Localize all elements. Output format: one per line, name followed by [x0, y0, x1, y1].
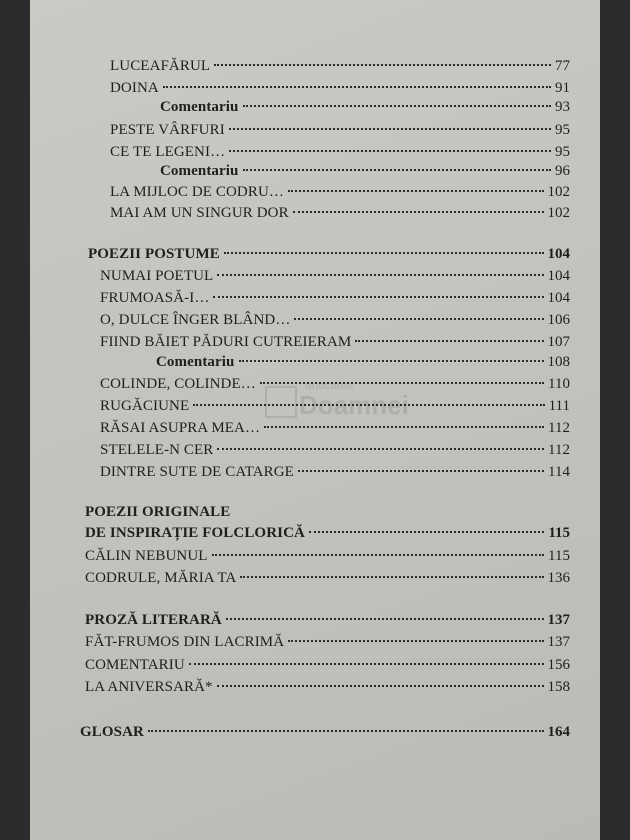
toc-entry-page: 110 — [548, 376, 570, 392]
toc-entry-page: 104 — [547, 290, 570, 306]
toc-entry-page: 102 — [547, 205, 570, 221]
toc-entry — [110, 78, 570, 98]
toc-entry-page: 137 — [547, 634, 570, 650]
toc-entry-page: 164 — [547, 724, 570, 740]
toc-entry — [100, 396, 570, 416]
toc-entry-title: PESTE VÂRFURI — [110, 122, 225, 138]
toc-leader-dots — [264, 426, 544, 428]
toc-entry — [100, 440, 570, 460]
toc-entry — [85, 677, 570, 697]
toc-entry — [100, 332, 570, 352]
toc-entry-page: 104 — [547, 246, 570, 262]
toc-entry-page: 112 — [548, 442, 570, 458]
toc-entry — [85, 655, 570, 675]
toc-leader-dots — [239, 360, 544, 362]
toc-entry — [85, 546, 570, 566]
toc-section-heading — [85, 523, 570, 543]
toc-entry-page: 115 — [548, 525, 570, 541]
watermark-line2: Doamnei — [299, 390, 409, 420]
toc-entry — [100, 462, 570, 482]
toc-entry — [100, 266, 570, 286]
toc-leader-dots — [229, 128, 551, 130]
toc-section-heading — [85, 610, 570, 630]
toc-entry-page: 112 — [548, 420, 570, 436]
toc-leader-dots — [213, 296, 543, 298]
toc-leader-dots — [309, 531, 544, 533]
toc-entry-page: 102 — [547, 184, 570, 200]
toc-entry-title: POEZII ORIGINALE — [85, 504, 231, 520]
toc-entry-title: LA ANIVERSARĂ* — [85, 679, 213, 695]
toc-entry-page: 156 — [547, 657, 570, 673]
toc-entry-page: 91 — [555, 80, 570, 96]
toc-entry-title: PROZĂ LITERARĂ — [85, 612, 222, 628]
toc-leader-dots — [212, 554, 545, 556]
toc-leader-dots — [217, 448, 544, 450]
toc-entry-title: LUCEAFĂRUL — [110, 58, 211, 74]
toc-entry-title: CE TE LEGENI… — [110, 144, 226, 160]
toc-leader-dots — [217, 274, 543, 276]
toc-entry-title: DINTRE SUTE DE CATARGE — [100, 464, 294, 480]
toc-entry-page: 111 — [548, 398, 570, 414]
toc-entry-page: 136 — [547, 570, 570, 586]
toc-leader-dots — [243, 169, 552, 171]
toc-entry-title: NUMAI POETUL — [100, 268, 214, 284]
toc-leader-dots — [229, 150, 551, 152]
toc-entry — [160, 161, 570, 181]
toc-leader-dots — [240, 576, 543, 578]
toc-entry-title: Comentariu — [160, 99, 239, 115]
toc-entry-title: FĂT-FRUMOS DIN LACRIMĂ — [85, 634, 285, 650]
toc-leader-dots — [260, 382, 544, 384]
toc-entry — [110, 182, 570, 202]
toc-entry-title: FRUMOASĂ-I… — [100, 290, 210, 306]
toc-leader-dots — [294, 318, 543, 320]
toc-leader-dots — [224, 252, 544, 254]
toc-entry-page: 115 — [548, 548, 570, 564]
toc-entry — [100, 288, 570, 308]
toc-entry — [85, 568, 570, 588]
toc-leader-dots — [193, 404, 544, 406]
book-page — [30, 0, 600, 840]
toc-entry-title: O, DULCE ÎNGER BLÂND… — [100, 312, 291, 328]
toc-leader-dots — [163, 86, 551, 88]
toc-entry-page: 95 — [555, 144, 570, 160]
toc-entry-title: RUGĂCIUNE — [100, 398, 190, 414]
toc-entry-page: 107 — [547, 334, 570, 350]
toc-leader-dots — [243, 105, 552, 107]
toc-entry-title: STELELE-N CER — [100, 442, 214, 458]
toc-entry-page: 114 — [548, 464, 570, 480]
toc-entry — [110, 142, 570, 162]
toc-entry-title: LA MIJLOC DE CODRU… — [110, 184, 284, 200]
toc-entry-page: 77 — [555, 58, 570, 74]
toc-entry-title: RĂSAI ASUPRA MEA… — [100, 420, 261, 436]
toc-leader-dots — [217, 685, 544, 687]
toc-entry-title: POEZII POSTUME — [88, 246, 220, 262]
toc-entry-page: 95 — [555, 122, 570, 138]
toc-entry — [100, 374, 570, 394]
toc-entry-title: COLINDE, COLINDE… — [100, 376, 256, 392]
toc-entry-title: Comentariu — [160, 163, 239, 179]
toc-entry — [160, 97, 570, 117]
toc-entry — [100, 310, 570, 330]
toc-entry-title: CODRULE, MĂRIA TA — [85, 570, 237, 586]
toc-entry-page: 108 — [547, 354, 570, 370]
toc-leader-dots — [355, 340, 543, 342]
toc-leader-dots — [288, 190, 544, 192]
toc-section-heading — [85, 502, 570, 522]
toc-leader-dots — [288, 640, 543, 642]
toc-entry-title: COMENTARIU — [85, 657, 185, 673]
toc-entry-page: 106 — [547, 312, 570, 328]
toc-leader-dots — [148, 730, 544, 732]
toc-entry-page: 96 — [555, 163, 570, 179]
toc-leader-dots — [226, 618, 544, 620]
toc-entry-title: CĂLIN NEBUNUL — [85, 548, 208, 564]
toc-leader-dots — [298, 470, 544, 472]
toc-section-heading — [80, 722, 570, 742]
toc-entry-title: Comentariu — [156, 354, 235, 370]
toc-entry-title: GLOSAR — [80, 724, 144, 740]
toc-leader-dots — [189, 663, 544, 665]
toc-leader-dots — [293, 211, 544, 213]
toc-entry-title: DE INSPIRAȚIE FOLCLORICĂ — [85, 525, 305, 541]
toc-entry-title: FIIND BĂIET PĂDURI CUTREIERAM — [100, 334, 352, 350]
toc-entry — [110, 120, 570, 140]
toc-entry-page: 104 — [547, 268, 570, 284]
toc-entry-page: 137 — [547, 612, 570, 628]
toc-entry — [156, 352, 570, 372]
toc-entry — [110, 203, 570, 223]
watermark-line1: anticariat — [305, 378, 354, 392]
toc-entry-title: DOINA — [110, 80, 159, 96]
toc-leader-dots — [214, 64, 551, 66]
toc-entry — [100, 418, 570, 438]
toc-entry-title: MAI AM UN SINGUR DOR — [110, 205, 289, 221]
toc-entry — [110, 56, 570, 76]
toc-entry-page: 93 — [555, 99, 570, 115]
toc-entry-page: 158 — [547, 679, 570, 695]
toc-entry — [85, 632, 570, 652]
toc-section-heading — [88, 244, 570, 264]
